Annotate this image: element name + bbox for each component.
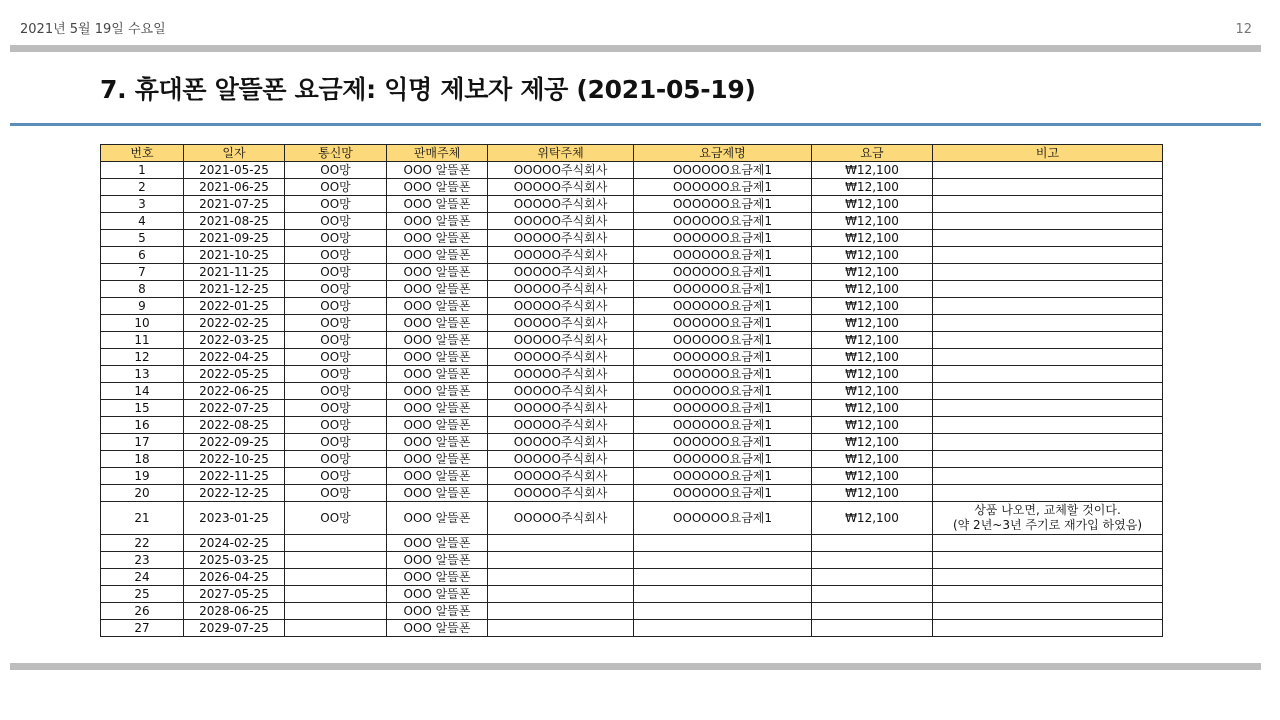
cell-date: 2022-01-25 bbox=[184, 298, 285, 315]
cell-number: 25 bbox=[101, 586, 184, 603]
table-row bbox=[101, 451, 1163, 468]
cell-remarks bbox=[933, 230, 1163, 247]
cell-number: 23 bbox=[101, 552, 184, 569]
cell-date: 2027-05-25 bbox=[184, 586, 285, 603]
cell-seller: OOO 알뜰폰 bbox=[387, 569, 488, 586]
title-underline bbox=[10, 123, 1261, 126]
cell-fee: ₩12,100 bbox=[812, 315, 933, 332]
cell-seller: OOO 알뜰폰 bbox=[387, 298, 488, 315]
cell-number: 13 bbox=[101, 366, 184, 383]
cell-plan-name: OOOOOO요금제1 bbox=[634, 315, 812, 332]
cell-number: 4 bbox=[101, 213, 184, 230]
cell-consignor bbox=[488, 569, 634, 586]
table-row bbox=[101, 315, 1163, 332]
cell-consignor: OOOOO주식회사 bbox=[488, 468, 634, 485]
cell-consignor: OOOOO주식회사 bbox=[488, 281, 634, 298]
cell-seller: OOO 알뜰폰 bbox=[387, 451, 488, 468]
cell-remarks bbox=[933, 417, 1163, 434]
cell-consignor: OOOOO주식회사 bbox=[488, 247, 634, 264]
cell-seller: OOO 알뜰폰 bbox=[387, 383, 488, 400]
cell-seller: OOO 알뜰폰 bbox=[387, 468, 488, 485]
cell-number: 9 bbox=[101, 298, 184, 315]
cell-consignor: OOOOO주식회사 bbox=[488, 400, 634, 417]
cell-seller: OOO 알뜰폰 bbox=[387, 434, 488, 451]
cell-network: OO망 bbox=[285, 281, 387, 298]
cell-date: 2021-12-25 bbox=[184, 281, 285, 298]
cell-remarks bbox=[933, 332, 1163, 349]
cell-fee bbox=[812, 552, 933, 569]
cell-fee: ₩12,100 bbox=[812, 366, 933, 383]
cell-consignor: OOOOO주식회사 bbox=[488, 315, 634, 332]
cell-fee bbox=[812, 569, 933, 586]
col-header-fee: 요금 bbox=[812, 145, 933, 162]
cell-network: OO망 bbox=[285, 502, 387, 535]
cell-seller: OOO 알뜰폰 bbox=[387, 502, 488, 535]
cell-fee: ₩12,100 bbox=[812, 502, 933, 535]
cell-remarks bbox=[933, 196, 1163, 213]
cell-network: OO망 bbox=[285, 383, 387, 400]
bottom-divider-bar bbox=[10, 663, 1261, 670]
cell-plan-name: OOOOOO요금제1 bbox=[634, 332, 812, 349]
cell-fee bbox=[812, 603, 933, 620]
cell-remarks bbox=[933, 366, 1163, 383]
cell-consignor: OOOOO주식회사 bbox=[488, 383, 634, 400]
cell-consignor: OOOOO주식회사 bbox=[488, 230, 634, 247]
cell-remarks bbox=[933, 535, 1163, 552]
cell-number: 12 bbox=[101, 349, 184, 366]
table-row bbox=[101, 179, 1163, 196]
table-row bbox=[101, 400, 1163, 417]
cell-network: OO망 bbox=[285, 451, 387, 468]
cell-number: 19 bbox=[101, 468, 184, 485]
cell-seller: OOO 알뜰폰 bbox=[387, 586, 488, 603]
cell-plan-name: OOOOOO요금제1 bbox=[634, 264, 812, 281]
cell-network bbox=[285, 620, 387, 637]
cell-remarks bbox=[933, 281, 1163, 298]
col-header-date: 일자 bbox=[184, 145, 285, 162]
table-row bbox=[101, 213, 1163, 230]
cell-fee: ₩12,100 bbox=[812, 451, 933, 468]
cell-fee: ₩12,100 bbox=[812, 468, 933, 485]
cell-seller: OOO 알뜰폰 bbox=[387, 620, 488, 637]
cell-consignor: OOOOO주식회사 bbox=[488, 162, 634, 179]
cell-remarks bbox=[933, 569, 1163, 586]
cell-number: 16 bbox=[101, 417, 184, 434]
cell-fee: ₩12,100 bbox=[812, 434, 933, 451]
cell-number: 20 bbox=[101, 485, 184, 502]
cell-fee: ₩12,100 bbox=[812, 485, 933, 502]
cell-date: 2021-11-25 bbox=[184, 264, 285, 281]
cell-number: 15 bbox=[101, 400, 184, 417]
cell-remarks bbox=[933, 468, 1163, 485]
page-title: 7. 휴대폰 알뜰폰 요금제: 익명 제보자 제공 (2021-05-19) bbox=[100, 75, 756, 104]
cell-number: 3 bbox=[101, 196, 184, 213]
cell-number: 21 bbox=[101, 502, 184, 535]
table-row bbox=[101, 569, 1163, 586]
cell-network: OO망 bbox=[285, 434, 387, 451]
table-row bbox=[101, 264, 1163, 281]
cell-number: 10 bbox=[101, 315, 184, 332]
table-row bbox=[101, 247, 1163, 264]
table-row bbox=[101, 620, 1163, 637]
cell-consignor: OOOOO주식회사 bbox=[488, 213, 634, 230]
cell-remarks bbox=[933, 315, 1163, 332]
cell-date: 2023-01-25 bbox=[184, 502, 285, 535]
cell-network bbox=[285, 535, 387, 552]
cell-number: 6 bbox=[101, 247, 184, 264]
table-row bbox=[101, 485, 1163, 502]
table-row bbox=[101, 502, 1163, 535]
col-header-remarks: 비고 bbox=[933, 145, 1163, 162]
col-header-seller: 판매주체 bbox=[387, 145, 488, 162]
cell-plan-name: OOOOOO요금제1 bbox=[634, 349, 812, 366]
cell-consignor: OOOOO주식회사 bbox=[488, 332, 634, 349]
cell-consignor: OOOOO주식회사 bbox=[488, 366, 634, 383]
cell-network: OO망 bbox=[285, 366, 387, 383]
cell-consignor bbox=[488, 620, 634, 637]
cell-seller: OOO 알뜰폰 bbox=[387, 366, 488, 383]
cell-remarks bbox=[933, 247, 1163, 264]
cell-plan-name: OOOOOO요금제1 bbox=[634, 162, 812, 179]
cell-plan-name: OOOOOO요금제1 bbox=[634, 281, 812, 298]
cell-fee: ₩12,100 bbox=[812, 417, 933, 434]
cell-consignor bbox=[488, 552, 634, 569]
cell-plan-name: OOOOOO요금제1 bbox=[634, 434, 812, 451]
cell-seller: OOO 알뜰폰 bbox=[387, 230, 488, 247]
cell-remarks bbox=[933, 162, 1163, 179]
cell-plan-name: OOOOOO요금제1 bbox=[634, 179, 812, 196]
cell-consignor: OOOOO주식회사 bbox=[488, 451, 634, 468]
cell-date: 2021-10-25 bbox=[184, 247, 285, 264]
cell-consignor: OOOOO주식회사 bbox=[488, 485, 634, 502]
cell-date: 2028-06-25 bbox=[184, 603, 285, 620]
cell-consignor: OOOOO주식회사 bbox=[488, 179, 634, 196]
cell-fee: ₩12,100 bbox=[812, 332, 933, 349]
cell-seller: OOO 알뜰폰 bbox=[387, 332, 488, 349]
cell-plan-name: OOOOOO요금제1 bbox=[634, 213, 812, 230]
cell-remarks bbox=[933, 264, 1163, 281]
cell-network: OO망 bbox=[285, 179, 387, 196]
cell-date: 2021-08-25 bbox=[184, 213, 285, 230]
cell-network bbox=[285, 552, 387, 569]
cell-consignor: OOOOO주식회사 bbox=[488, 502, 634, 535]
table-row bbox=[101, 535, 1163, 552]
cell-date: 2029-07-25 bbox=[184, 620, 285, 637]
cell-date: 2022-09-25 bbox=[184, 434, 285, 451]
date-header: 2021년 5월 19일 수요일 bbox=[20, 22, 166, 37]
cell-seller: OOO 알뜰폰 bbox=[387, 552, 488, 569]
cell-consignor: OOOOO주식회사 bbox=[488, 298, 634, 315]
table-row bbox=[101, 366, 1163, 383]
table-row bbox=[101, 332, 1163, 349]
cell-network: OO망 bbox=[285, 485, 387, 502]
cell-network bbox=[285, 603, 387, 620]
table-row bbox=[101, 434, 1163, 451]
page-number: 12 bbox=[1235, 22, 1252, 37]
cell-remarks bbox=[933, 586, 1163, 603]
cell-date: 2021-05-25 bbox=[184, 162, 285, 179]
table-row bbox=[101, 552, 1163, 569]
cell-fee bbox=[812, 586, 933, 603]
top-divider-bar bbox=[10, 45, 1261, 52]
cell-remarks bbox=[933, 485, 1163, 502]
cell-plan-name: OOOOOO요금제1 bbox=[634, 502, 812, 535]
cell-consignor: OOOOO주식회사 bbox=[488, 264, 634, 281]
cell-fee: ₩12,100 bbox=[812, 298, 933, 315]
cell-date: 2022-04-25 bbox=[184, 349, 285, 366]
cell-remarks bbox=[933, 620, 1163, 637]
table-row bbox=[101, 603, 1163, 620]
cell-number: 26 bbox=[101, 603, 184, 620]
cell-network: OO망 bbox=[285, 162, 387, 179]
cell-remarks bbox=[933, 434, 1163, 451]
cell-seller: OOO 알뜰폰 bbox=[387, 281, 488, 298]
cell-remarks bbox=[933, 603, 1163, 620]
cell-network: OO망 bbox=[285, 247, 387, 264]
cell-fee bbox=[812, 620, 933, 637]
cell-seller: OOO 알뜰폰 bbox=[387, 179, 488, 196]
cell-date: 2022-03-25 bbox=[184, 332, 285, 349]
cell-plan-name bbox=[634, 620, 812, 637]
cell-plan-name bbox=[634, 569, 812, 586]
cell-network bbox=[285, 586, 387, 603]
table-row bbox=[101, 383, 1163, 400]
cell-consignor: OOOOO주식회사 bbox=[488, 417, 634, 434]
table-row bbox=[101, 196, 1163, 213]
cell-remarks bbox=[933, 179, 1163, 196]
cell-plan-name: OOOOOO요금제1 bbox=[634, 230, 812, 247]
cell-fee: ₩12,100 bbox=[812, 281, 933, 298]
cell-seller: OOO 알뜰폰 bbox=[387, 485, 488, 502]
cell-number: 8 bbox=[101, 281, 184, 298]
cell-fee: ₩12,100 bbox=[812, 349, 933, 366]
cell-consignor bbox=[488, 586, 634, 603]
cell-plan-name bbox=[634, 535, 812, 552]
cell-fee: ₩12,100 bbox=[812, 230, 933, 247]
cell-fee: ₩12,100 bbox=[812, 400, 933, 417]
cell-consignor: OOOOO주식회사 bbox=[488, 349, 634, 366]
cell-date: 2025-03-25 bbox=[184, 552, 285, 569]
col-header-number: 번호 bbox=[101, 145, 184, 162]
cell-seller: OOO 알뜰폰 bbox=[387, 417, 488, 434]
cell-seller: OOO 알뜰폰 bbox=[387, 349, 488, 366]
table-row bbox=[101, 281, 1163, 298]
cell-date: 2021-07-25 bbox=[184, 196, 285, 213]
plan-history-table bbox=[100, 144, 1163, 637]
table-row bbox=[101, 298, 1163, 315]
cell-fee: ₩12,100 bbox=[812, 264, 933, 281]
cell-seller: OOO 알뜰폰 bbox=[387, 162, 488, 179]
cell-remarks bbox=[933, 298, 1163, 315]
cell-plan-name: OOOOOO요금제1 bbox=[634, 400, 812, 417]
table-row bbox=[101, 230, 1163, 247]
cell-network: OO망 bbox=[285, 468, 387, 485]
cell-remarks bbox=[933, 349, 1163, 366]
table-row bbox=[101, 417, 1163, 434]
cell-network: OO망 bbox=[285, 332, 387, 349]
cell-network: OO망 bbox=[285, 315, 387, 332]
cell-number: 27 bbox=[101, 620, 184, 637]
cell-remarks bbox=[933, 552, 1163, 569]
cell-network: OO망 bbox=[285, 264, 387, 281]
cell-network: OO망 bbox=[285, 400, 387, 417]
cell-plan-name bbox=[634, 586, 812, 603]
cell-date: 2022-12-25 bbox=[184, 485, 285, 502]
cell-date: 2024-02-25 bbox=[184, 535, 285, 552]
cell-seller: OOO 알뜰폰 bbox=[387, 213, 488, 230]
cell-consignor bbox=[488, 535, 634, 552]
cell-date: 2026-04-25 bbox=[184, 569, 285, 586]
cell-seller: OOO 알뜰폰 bbox=[387, 247, 488, 264]
table-row bbox=[101, 586, 1163, 603]
cell-network: OO망 bbox=[285, 349, 387, 366]
cell-seller: OOO 알뜰폰 bbox=[387, 400, 488, 417]
cell-plan-name: OOOOOO요금제1 bbox=[634, 468, 812, 485]
cell-number: 2 bbox=[101, 179, 184, 196]
cell-seller: OOO 알뜰폰 bbox=[387, 603, 488, 620]
cell-consignor: OOOOO주식회사 bbox=[488, 196, 634, 213]
cell-date: 2022-05-25 bbox=[184, 366, 285, 383]
cell-consignor bbox=[488, 603, 634, 620]
cell-date: 2022-07-25 bbox=[184, 400, 285, 417]
cell-plan-name bbox=[634, 552, 812, 569]
cell-remarks bbox=[933, 213, 1163, 230]
cell-date: 2022-10-25 bbox=[184, 451, 285, 468]
cell-number: 18 bbox=[101, 451, 184, 468]
cell-network: OO망 bbox=[285, 196, 387, 213]
table-header-row bbox=[101, 145, 1163, 162]
cell-fee: ₩12,100 bbox=[812, 213, 933, 230]
col-header-network: 통신망 bbox=[285, 145, 387, 162]
cell-fee: ₩12,100 bbox=[812, 247, 933, 264]
cell-fee: ₩12,100 bbox=[812, 383, 933, 400]
cell-plan-name bbox=[634, 603, 812, 620]
cell-number: 7 bbox=[101, 264, 184, 281]
cell-remarks bbox=[933, 400, 1163, 417]
cell-consignor: OOOOO주식회사 bbox=[488, 434, 634, 451]
cell-number: 5 bbox=[101, 230, 184, 247]
table-row bbox=[101, 468, 1163, 485]
cell-plan-name: OOOOOO요금제1 bbox=[634, 451, 812, 468]
col-header-consignor: 위탁주체 bbox=[488, 145, 634, 162]
cell-number: 22 bbox=[101, 535, 184, 552]
cell-seller: OOO 알뜰폰 bbox=[387, 315, 488, 332]
cell-number: 14 bbox=[101, 383, 184, 400]
cell-number: 17 bbox=[101, 434, 184, 451]
cell-remarks bbox=[933, 383, 1163, 400]
cell-plan-name: OOOOOO요금제1 bbox=[634, 417, 812, 434]
cell-network: OO망 bbox=[285, 213, 387, 230]
cell-fee: ₩12,100 bbox=[812, 196, 933, 213]
cell-plan-name: OOOOOO요금제1 bbox=[634, 485, 812, 502]
cell-date: 2022-02-25 bbox=[184, 315, 285, 332]
table-body bbox=[101, 162, 1163, 637]
col-header-plan-name: 요금제명 bbox=[634, 145, 812, 162]
cell-plan-name: OOOOOO요금제1 bbox=[634, 383, 812, 400]
cell-seller: OOO 알뜰폰 bbox=[387, 196, 488, 213]
cell-date: 2022-11-25 bbox=[184, 468, 285, 485]
cell-network: OO망 bbox=[285, 417, 387, 434]
cell-number: 24 bbox=[101, 569, 184, 586]
cell-number: 1 bbox=[101, 162, 184, 179]
cell-remarks: 상품 나오면, 교체할 것이다. (약 2년~3년 주기로 재가입 하였음) bbox=[933, 502, 1163, 535]
cell-fee: ₩12,100 bbox=[812, 162, 933, 179]
cell-seller: OOO 알뜰폰 bbox=[387, 264, 488, 281]
cell-network: OO망 bbox=[285, 298, 387, 315]
cell-date: 2022-08-25 bbox=[184, 417, 285, 434]
table-row bbox=[101, 349, 1163, 366]
cell-date: 2022-06-25 bbox=[184, 383, 285, 400]
cell-seller: OOO 알뜰폰 bbox=[387, 535, 488, 552]
cell-plan-name: OOOOOO요금제1 bbox=[634, 196, 812, 213]
cell-number: 11 bbox=[101, 332, 184, 349]
cell-plan-name: OOOOOO요금제1 bbox=[634, 298, 812, 315]
cell-remarks bbox=[933, 451, 1163, 468]
cell-plan-name: OOOOOO요금제1 bbox=[634, 366, 812, 383]
cell-fee bbox=[812, 535, 933, 552]
cell-date: 2021-06-25 bbox=[184, 179, 285, 196]
cell-network: OO망 bbox=[285, 230, 387, 247]
cell-plan-name: OOOOOO요금제1 bbox=[634, 247, 812, 264]
table-row bbox=[101, 162, 1163, 179]
cell-network bbox=[285, 569, 387, 586]
cell-fee: ₩12,100 bbox=[812, 179, 933, 196]
cell-date: 2021-09-25 bbox=[184, 230, 285, 247]
